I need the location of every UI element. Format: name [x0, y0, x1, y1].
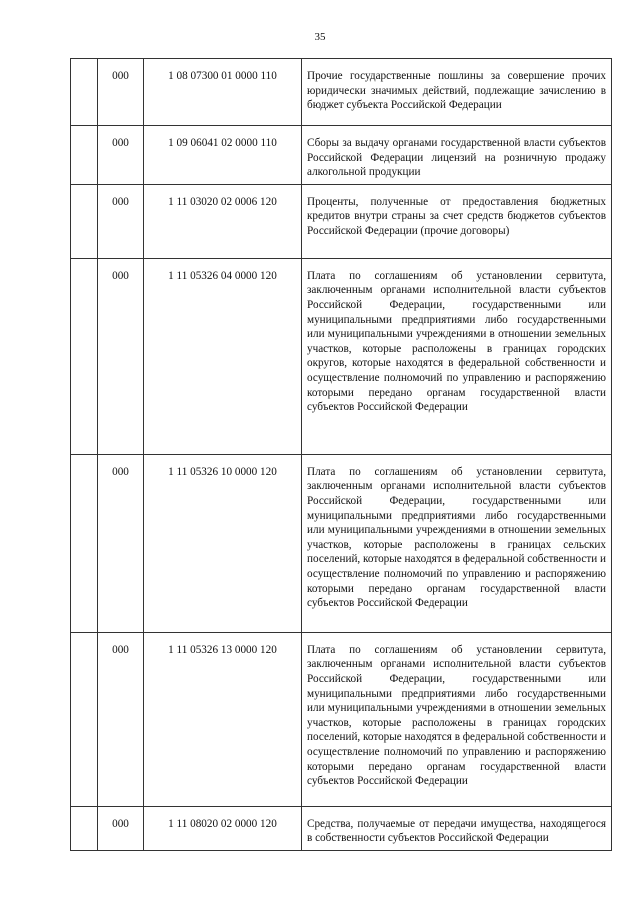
table-row — [71, 184, 612, 258]
page-number: 35 — [314, 31, 326, 43]
table-row — [71, 126, 612, 185]
blank-cell — [71, 184, 98, 258]
admin-code-cell: 000 — [98, 632, 144, 806]
revenue-name-cell: Плата по соглашениям об установлении сервитута, заключенным органами исполнительной власти субъектов Российской Федерации, государственными или муниципальными предприятиями либо государственными или муниципальными учреждениями в отношении земельных участков, которые расположены в границах городских округов, которые находятся в федеральной собственности и осуществление полномочий по управлению и распоряжению которыми передано органам государственной власти субъектов Российской Федерации — [302, 258, 612, 454]
blank-cell — [71, 632, 98, 806]
admin-code-cell: 000 — [98, 258, 144, 454]
budget-code-cell: 1 11 05326 13 0000 120 — [144, 632, 302, 806]
revenue-name-cell: Средства, получаемые от передачи имущества, находящегося в собственности субъектов Российской Федерации — [302, 806, 612, 850]
revenue-name-cell: Плата по соглашениям об установлении сервитута, заключенным органами исполнительной власти субъектов Российской Федерации, государственными или муниципальными предприятиями либо государственными или муниципальными учреждениями в отношении земельных участков, которые расположены в границах сельских поселений, которые находятся в федеральной собственности и осуществление полномочий по управлению и распоряжению которыми передано органам государственной власти субъектов Российской Федерации — [302, 454, 612, 632]
budget-code-cell: 1 11 08020 02 0000 120 — [144, 806, 302, 850]
blank-cell — [71, 454, 98, 632]
table-row — [71, 454, 612, 632]
admin-code-cell: 000 — [98, 126, 144, 185]
blank-cell — [71, 806, 98, 850]
table-row — [71, 632, 612, 806]
budget-codes-table — [70, 58, 612, 851]
blank-cell — [71, 258, 98, 454]
budget-code-cell: 1 11 03020 02 0006 120 — [144, 184, 302, 258]
admin-code-cell: 000 — [98, 454, 144, 632]
revenue-name-cell: Прочие государственные пошлины за совершение прочих юридически значимых действий, подлежащие зачислению в бюджет субъекта Российской Федерации — [302, 59, 612, 126]
budget-code-cell: 1 09 06041 02 0000 110 — [144, 126, 302, 185]
revenue-name-cell: Проценты, полученные от предоставления бюджетных кредитов внутри страны за счет средств бюджетов субъектов Российской Федерации (прочие договоры) — [302, 184, 612, 258]
budget-code-cell: 1 08 07300 01 0000 110 — [144, 59, 302, 126]
admin-code-cell: 000 — [98, 59, 144, 126]
admin-code-cell: 000 — [98, 806, 144, 850]
budget-code-cell: 1 11 05326 10 0000 120 — [144, 454, 302, 632]
budget-code-cell: 1 11 05326 04 0000 120 — [144, 258, 302, 454]
blank-cell — [71, 59, 98, 126]
revenue-name-cell: Сборы за выдачу органами государственной власти субъектов Российской Федерации лицензий на розничную продажу алкогольной продукции — [302, 126, 612, 185]
revenue-name-cell: Плата по соглашениям об установлении сервитута, заключенным органами исполнительной власти субъектов Российской Федерации, государственными или муниципальными предприятиями либо государственными или муниципальными учреждениями в отношении земельных участков, которые расположены в границах городских поселений, которые находятся в федеральной собственности и осуществление полномочий по управлению и распоряжению которыми передано органам государственной власти субъектов Российской Федерации — [302, 632, 612, 806]
table-row — [71, 258, 612, 454]
table-row — [71, 59, 612, 126]
blank-cell — [71, 126, 98, 185]
table-row — [71, 806, 612, 850]
admin-code-cell: 000 — [98, 184, 144, 258]
